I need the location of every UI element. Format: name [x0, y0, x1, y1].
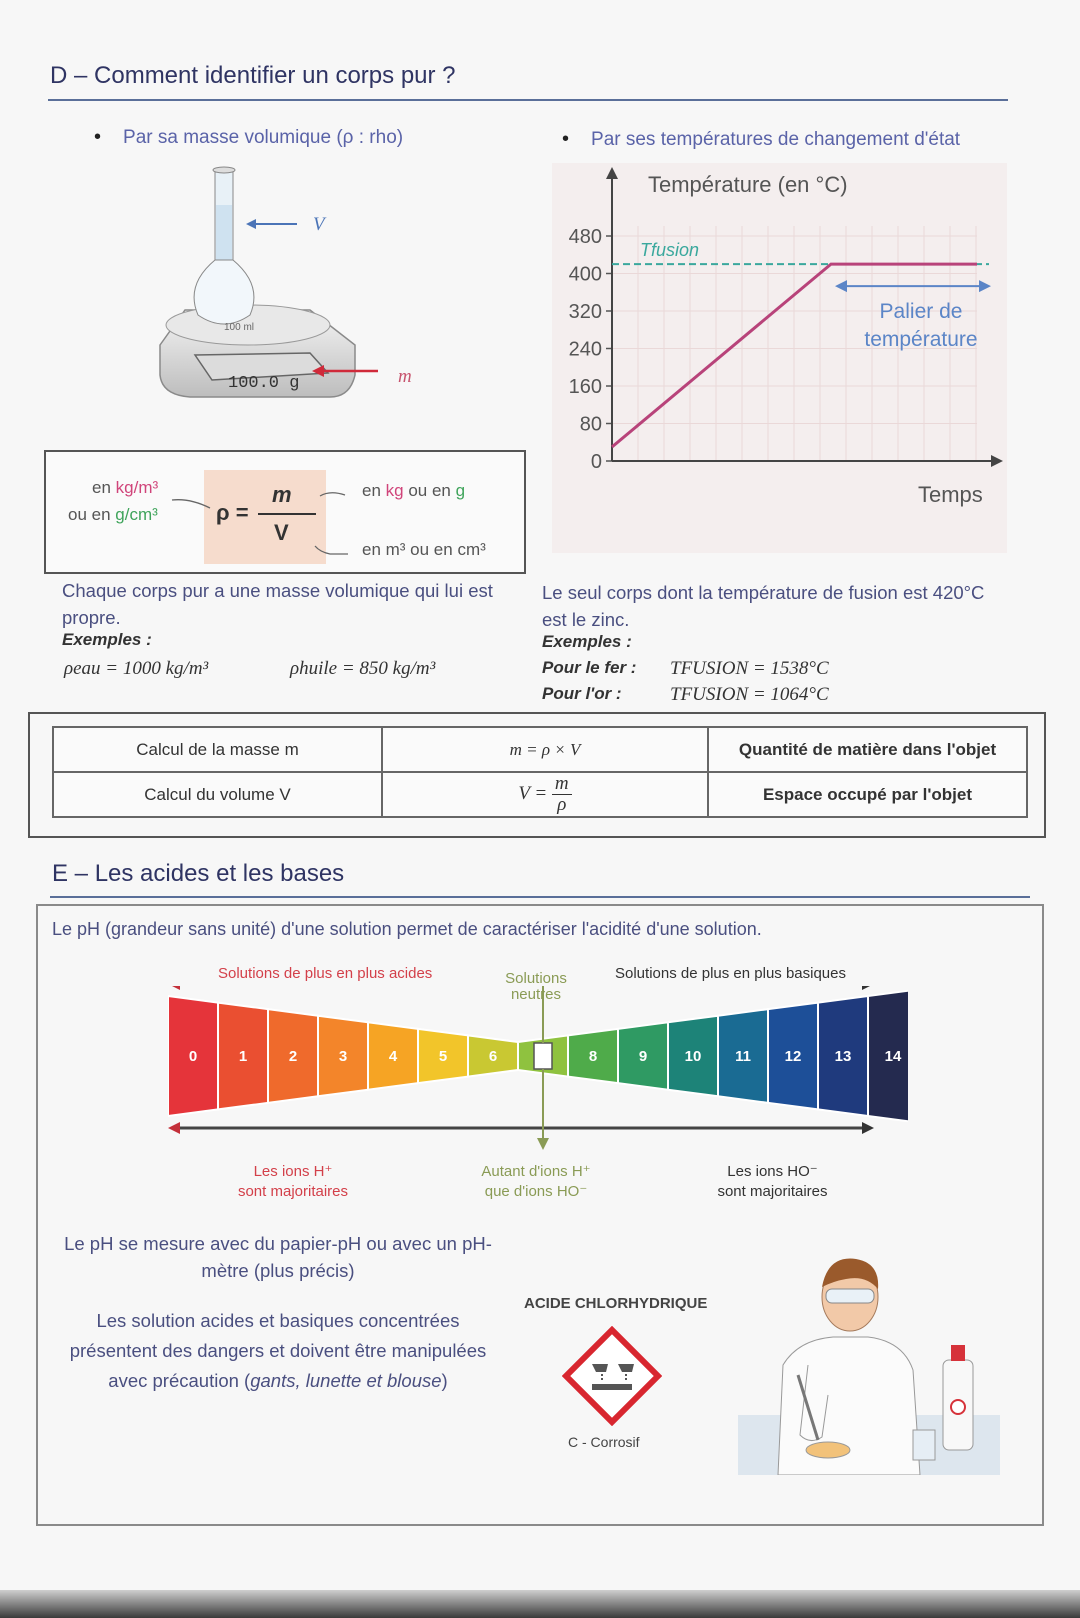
ph-value: 10	[684, 1048, 702, 1065]
y-tick-label: 240	[568, 338, 602, 361]
unit-rho-line2-prefix: ou en	[68, 505, 116, 524]
unit-m-kg: kg	[385, 481, 404, 500]
danger-text	[58, 1306, 498, 1396]
example-eau: ρeau = 1000 kg/m³	[64, 658, 209, 679]
flask-volume-mark: 100 ml	[224, 322, 255, 333]
ph-value: 12	[784, 1048, 802, 1065]
ph-value: 13	[834, 1048, 852, 1065]
calc-volume-formula	[382, 772, 708, 817]
formula-arrows	[170, 490, 350, 560]
ph-value: 3	[338, 1048, 348, 1065]
ph-value: 4	[388, 1048, 398, 1065]
y-tick-label: 160	[568, 376, 602, 398]
unit-rho-line1-unit: kg/m³	[115, 478, 159, 497]
neutral-label-2: neutres	[510, 986, 562, 1003]
ions-h-label	[228, 1162, 358, 1202]
calc-mass-formula: m = ρ × V	[382, 727, 708, 772]
unit-m-g: g	[455, 481, 466, 500]
fer-value: TFUSION = 1538°C	[670, 658, 829, 679]
ph-value: 8	[588, 1048, 598, 1065]
ph-measure-text: Le pH se mesure avec du papier-pH ou avec un pH-mètre (plus précis)	[64, 1233, 492, 1281]
section-e-title: E – Les acides et les bases	[52, 860, 345, 887]
acidity-arrow-head	[168, 986, 180, 990]
basicity-arrow-head	[862, 986, 874, 990]
hazard-caption: C - Corrosif	[568, 1434, 640, 1450]
section-e-rule	[50, 896, 1030, 898]
unit-v: en m³ ou en cm³	[362, 540, 486, 559]
calc-volume-num: m	[552, 774, 572, 795]
formula-rho: ρ =	[216, 500, 249, 525]
temp-text: Le seul corps dont la température de fusion est 420°C est le zinc.	[542, 582, 985, 630]
corrosive-pictogram-icon	[562, 1326, 662, 1426]
danger-text-end: )	[441, 1370, 448, 1391]
or-value: TFUSION = 1064°C	[670, 684, 829, 705]
neutral-arrow-head	[537, 1138, 549, 1150]
ions-ho-label	[700, 1162, 845, 1202]
unit-rho-line1	[92, 478, 158, 498]
unit-m-prefix: en	[362, 481, 386, 500]
ions-ho-line1: Les ions HO⁻	[727, 1163, 818, 1180]
formula-fraction-bar	[258, 513, 316, 515]
unit-m	[362, 481, 465, 501]
example-huile: ρhuile = 850 kg/m³	[290, 658, 436, 679]
chart-ylabel: Température (en °C)	[648, 172, 848, 197]
neutral-label-1: Solutions	[505, 970, 567, 987]
bottom-edge	[0, 1590, 1080, 1618]
ph-value: 1	[238, 1048, 248, 1065]
y-tick-label: 400	[568, 263, 602, 286]
calc-volume-meaning: Espace occupé par l'objet	[708, 772, 1027, 817]
hazard-title: ACIDE CHLORHYDRIQUE	[524, 1295, 708, 1312]
ph-value: 5	[438, 1048, 448, 1065]
formula-denominator: V	[274, 520, 289, 545]
ph-value: 6	[488, 1048, 498, 1065]
chart-reference-label: Tfusion	[640, 240, 700, 260]
formula-numerator: m	[272, 482, 292, 507]
calc-volume-fraction	[552, 774, 572, 815]
unit-rho-line1-prefix: en	[92, 478, 116, 497]
or-label: Pour l'or :	[542, 684, 622, 703]
section-d-title: D – Comment identifier un corps pur ?	[50, 62, 456, 89]
chemist-illustration	[738, 1245, 1000, 1475]
chart-annotation: Palier de température	[864, 300, 978, 351]
table-row	[53, 727, 1027, 772]
calc-volume-den: ρ	[557, 794, 567, 815]
section-d-rule	[48, 99, 1008, 101]
ions-arrow-head	[862, 1122, 874, 1134]
unit-rho-line2	[68, 505, 158, 525]
danger-text-italic: gants, lunette et blouse	[250, 1370, 442, 1391]
ions-h-line2: sont majoritaires	[237, 1183, 349, 1200]
bullet-temperature: • Par ses températures de changement d'état	[562, 128, 960, 151]
calc-table	[52, 726, 1028, 818]
ph-value: 14	[884, 1048, 902, 1065]
density-text: Chaque corps pur a une masse volumique qui lui est propre.	[62, 580, 493, 628]
ph-intro: Le pH (grandeur sans unité) d'une solution permet de caractériser l'acidité d'une solution.	[52, 919, 762, 939]
bullet-density: • Par sa masse volumique (ρ : rho)	[94, 126, 403, 149]
ions-equal-line1: Autant d'ions H⁺	[481, 1163, 591, 1180]
fer-label: Pour le fer :	[542, 658, 637, 677]
calc-volume-label: Calcul du volume V	[53, 772, 382, 817]
unit-rho-line2-unit: g/cm³	[115, 505, 158, 524]
table-row	[53, 772, 1027, 817]
ph-value: 2	[288, 1048, 298, 1065]
ions-h-line1: Les ions H⁺	[253, 1163, 333, 1180]
calc-mass-label: Calcul de la masse m	[53, 727, 382, 772]
ph-scale	[168, 986, 908, 1156]
ph-value: 0	[188, 1048, 198, 1065]
neutral-marker	[534, 1043, 552, 1069]
scale-display: 100.0 g	[228, 374, 300, 393]
density-examples-label: Exemples :	[62, 630, 152, 649]
chart-xlabel: Temps	[918, 482, 983, 507]
basic-label: Solutions de plus en plus basiques	[615, 965, 846, 982]
y-tick-label: 320	[568, 301, 602, 323]
ph-value: 11	[735, 1048, 751, 1065]
unit-m-mid: ou en	[403, 481, 456, 500]
y-tick-label: 80	[579, 413, 602, 436]
flask-v-label: V	[313, 214, 325, 235]
ions-equal-label	[466, 1162, 606, 1202]
flask-m-label: m	[398, 366, 412, 387]
ions-ho-line2: sont majoritaires	[717, 1183, 828, 1200]
acid-label: Solutions de plus en plus acides	[218, 965, 433, 982]
ph-value: 9	[638, 1048, 648, 1065]
ions-arrow-head	[168, 1122, 180, 1134]
y-tick-label: 0	[590, 451, 602, 473]
y-tick-label: 480	[568, 226, 602, 248]
danger-text-start: Les solution acides et basiques concentrées présentent des dangers et doivent être manipulées avec précaution (	[69, 1310, 487, 1391]
calc-mass-meaning: Quantité de matière dans l'objet	[708, 727, 1027, 772]
temp-examples-label: Exemples :	[542, 632, 632, 651]
calc-volume-lhs: V =	[518, 782, 548, 804]
ions-equal-line2: que d'ions HO⁻	[484, 1183, 588, 1200]
